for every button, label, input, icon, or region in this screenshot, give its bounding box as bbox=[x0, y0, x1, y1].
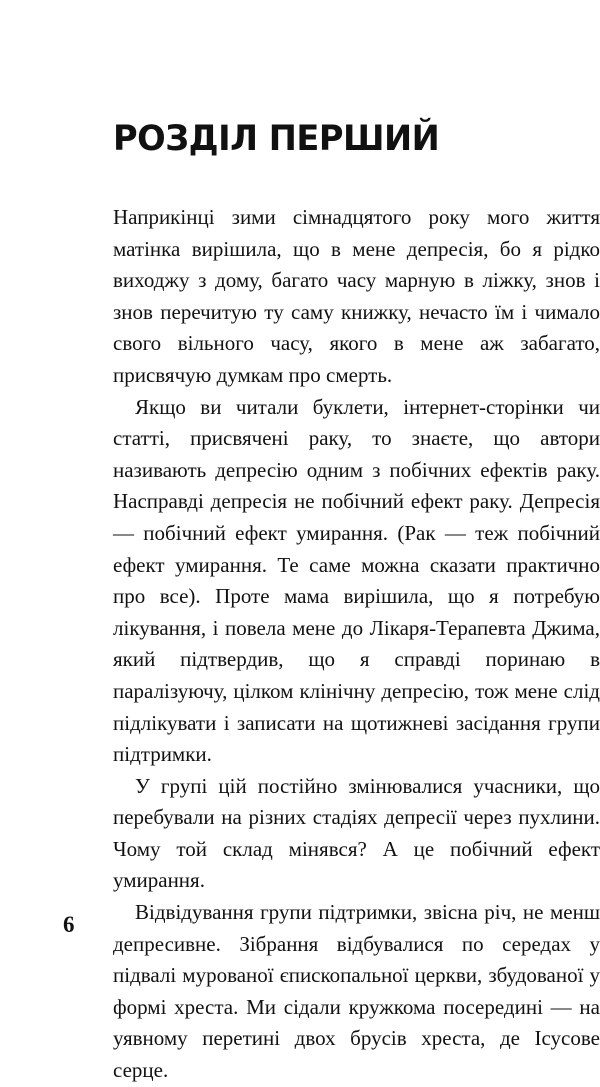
paragraph-1: Наприкінці зими сімнадцятого року мого життя матінка вирішила, що в мене депресія, бо я рідко виходжу з дому, багато часу марную в ліжку, знов і знов перечитую ту саму книжку, нечасто їм і чимало свого вільного часу, якого в мене аж забагато, присвячую думкам про смерть. bbox=[113, 205, 600, 387]
paragraph-2: Якщо ви читали буклети, інтернет-сторінки чи статті, присвячені раку, то знаєте, що автори називають депресію одним з побічних ефектів раку. Насправді депресія не побічний ефект раку. Депресія — побічний ефект умирання. (Рак — теж побічний ефект умирання. Те саме можна сказати практично про все). Проте мама вирішила, що я потребую лікування, і повела мене до Лікаря-Терапевта Джима, який підтвердив, що я справді поринаю в паралізуючу, цілком клінічну депресію, тож мене слід підлікувати і записати на щотижневі засідання групи підтримки. bbox=[113, 394, 600, 767]
page-number: 6 bbox=[63, 912, 75, 937]
paragraph-3: У групі цій постійно змінювалися учасники, що перебували на різних стадіях депресії через пухлини. Чому той склад мінявся? А це побічний ефект умирання. bbox=[113, 773, 600, 893]
chapter-title: РОЗДІЛ ПЕРШИЙ bbox=[113, 119, 440, 159]
chapter-body bbox=[113, 202, 600, 1087]
paragraph-4: Відвідування групи підтримки, звісна річ, не менш депресивне. Зібрання відбувалися по середах у підвалі мурованої єпископальної церкви, збудованої у формі хреста. Ми сідали кружкома посередині — на уявному перетині двох брусів хреста, де Ісусове серце. bbox=[113, 900, 600, 1083]
